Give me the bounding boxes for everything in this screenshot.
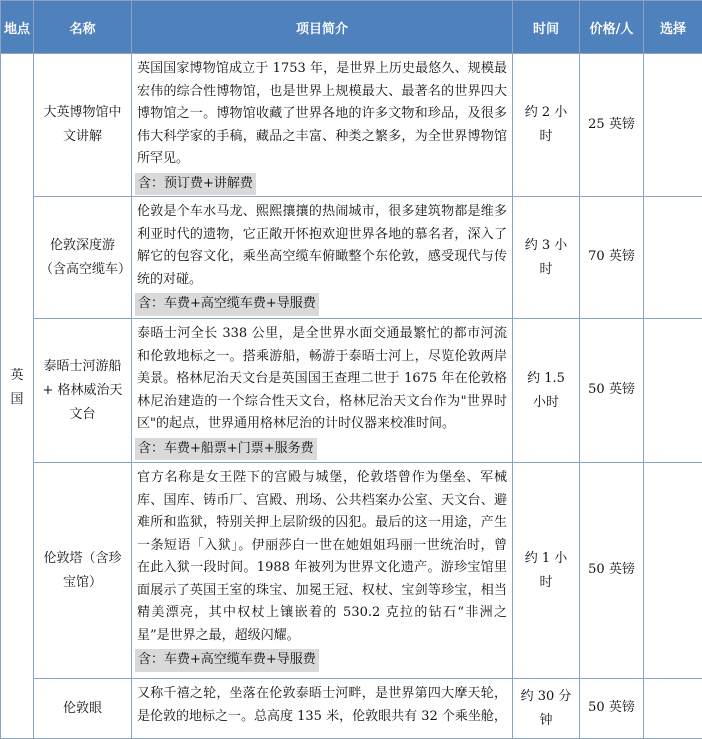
tour-time: 约 2 小时 bbox=[513, 54, 580, 197]
tour-name: 伦敦塔（含珍宝馆） bbox=[34, 463, 132, 679]
tour-price: 50 英镑 bbox=[580, 463, 644, 679]
tour-price: 50 英镑 bbox=[580, 319, 644, 463]
tour-description: 泰晤士河全长 338 公里，是全世界水面交通最繁忙的都市河流和伦敦地标之一。搭乘游船，畅游于泰晤士河上，尽览伦敦两岸美景。格林尼治天文台是英国国王查理二世于 1675 年在伦敦格林尼治建造的一个综合性天文台，格林尼治天文台作为"世界时区"的起点，世界通用格林尼治的计时仪器来校准时间。 bbox=[137, 323, 507, 436]
tour-price: 25 英镑 bbox=[580, 54, 644, 197]
tour-description: 伦敦是个车水马龙、熙熙攘攘的热闹城市，很多建筑物都是维多利亚时代的遗物，它正敞开怀抱欢迎世界各地的慕名者，深入了解它的包容文化，乘坐高空缆车俯瞰整个东伦敦，感受现代与传统的对碰。 bbox=[137, 201, 507, 291]
tour-description: 又称千禧之轮，坐落在伦敦泰晤士河畔，是世界第四大摩天轮，是伦敦的地标之一。总高度 135 米，伦敦眼共有 32 个乘坐舱， bbox=[137, 683, 507, 728]
region-cell bbox=[1, 54, 34, 739]
header-select: 选择 bbox=[644, 1, 702, 54]
select-cell[interactable] bbox=[644, 679, 702, 739]
tour-includes: 含：车费+高空缆车费+导服费 bbox=[135, 293, 319, 316]
tour-description: 官方名称是女王陛下的宫殿与城堡，伦敦塔曾作为堡垒、军械库、国库、铸币厂、宫殿、刑场、公共档案办公室、天文台、避难所和监狱，特别关押上层阶级的囚犯。最后的这一用途，产生一条短语「入狱」。伊丽莎白一世在她姐姐玛丽一世统治时，曾在此入狱一段时间。1988 年被列为世界文化遗产。游珍宝馆里面展示了英国王室的珠宝、加冕王冠、权杖、宝剑等珍宝，相当精美漂亮，其中权杖上镶嵌着的 530.2 克拉的钻石“非洲之星”是世界之最，超级闪耀。 bbox=[137, 467, 507, 647]
tour-price: 50 英镑 bbox=[580, 679, 644, 739]
table-row bbox=[1, 197, 702, 319]
tour-time: 约 30 分钟 bbox=[513, 679, 580, 739]
table-row bbox=[1, 679, 702, 739]
tour-includes: 含：预订费+讲解费 bbox=[135, 173, 256, 196]
tour-price: 70 英镑 bbox=[580, 197, 644, 319]
table-row bbox=[1, 319, 702, 463]
tour-description: 英国国家博物馆成立于 1753 年，是世界上历史最悠久、规模最宏伟的综合性博物馆，也是世界上规模最大、最著名的世界四大博物馆之一。博物馆收藏了世界各地的许多文物和珍品，及很多伟大科学家的手稿，藏品之丰富、种类之繁多，为全世界博物馆所罕见。 bbox=[137, 58, 507, 171]
tour-intro bbox=[132, 319, 513, 463]
select-cell[interactable] bbox=[644, 319, 702, 463]
tour-includes: 含：车费+船票+门票+服务费 bbox=[135, 438, 317, 461]
tour-name: 伦敦深度游（含高空缆车） bbox=[34, 197, 132, 319]
header-intro: 项目简介 bbox=[132, 1, 513, 54]
tour-name: 大英博物馆中文讲解 bbox=[34, 54, 132, 197]
tour-time: 约 3 小时 bbox=[513, 197, 580, 319]
select-cell[interactable] bbox=[644, 54, 702, 197]
header-row bbox=[1, 1, 702, 54]
table-row bbox=[1, 54, 702, 197]
header-time: 时间 bbox=[513, 1, 580, 54]
region-label: 英 国 bbox=[10, 368, 23, 407]
select-cell[interactable] bbox=[644, 197, 702, 319]
tour-includes: 含：车费+高空缆车费+导服费 bbox=[135, 649, 319, 672]
select-cell[interactable] bbox=[644, 463, 702, 679]
header-region: 地点 bbox=[1, 1, 34, 54]
header-name: 名称 bbox=[34, 1, 132, 54]
tour-time: 约 1 小时 bbox=[513, 463, 580, 679]
tour-intro bbox=[132, 679, 513, 739]
tour-intro bbox=[132, 197, 513, 319]
header-price: 价格/人 bbox=[580, 1, 644, 54]
tour-intro bbox=[132, 463, 513, 679]
tour-name: 泰晤士河游船 + 格林威治天文台 bbox=[34, 319, 132, 463]
tour-intro bbox=[132, 54, 513, 197]
tour-time: 约 1.5 小时 bbox=[513, 319, 580, 463]
table-row bbox=[1, 463, 702, 679]
tour-name: 伦敦眼 bbox=[34, 679, 132, 739]
